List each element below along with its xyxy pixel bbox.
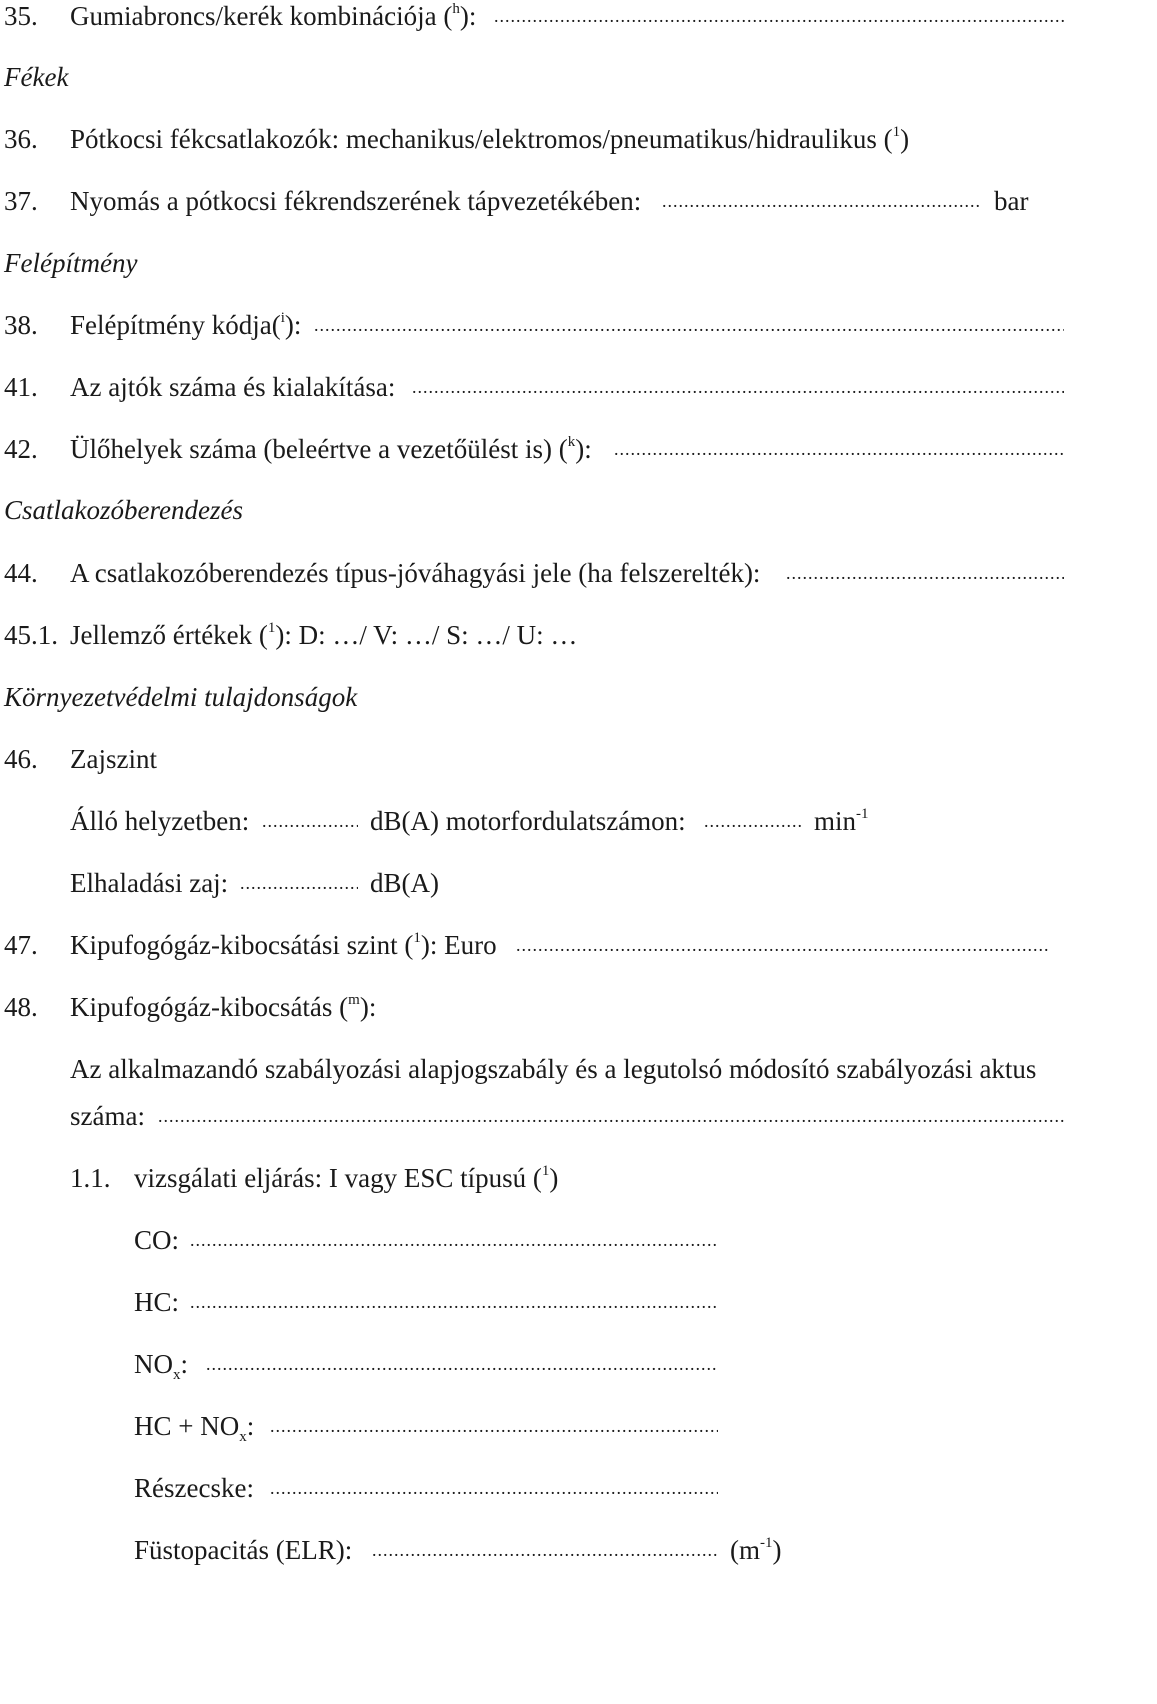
item-41-text: Az ajtók száma és kialakítása: (70, 372, 396, 402)
item-38-text: Felépítmény kódja( (70, 310, 281, 340)
item-48-text: Kipufogógáz-kibocsátás ( (70, 992, 349, 1022)
nox-label: $NO_x$: (134, 1349, 189, 1383)
item-37-text: Nyomás a pótkocsi fékrendszerének tápvezetékében: (70, 186, 642, 216)
hc-nox-label: HC + $NO_x$: (134, 1411, 255, 1445)
unit-bar: bar (994, 186, 1029, 216)
item-42-text: Ülőhelyek száma (beleértve a vezetőülést is) ( (70, 434, 568, 464)
item-44-text: A csatlakozóberendezés típus-jóváhagyási jele (ha felszerelték): (70, 558, 761, 588)
fill-line (240, 863, 358, 903)
item-36-text: Pótkocsi fékcsatlakozók: mechanikus/elektromos/pneumatikus/hidraulikus ( (70, 124, 893, 154)
fill-line (206, 1344, 718, 1384)
item-46-text: Zajszint (70, 744, 157, 774)
allo-helyzetben-label: Álló helyzetben: (70, 806, 250, 836)
footnote-ref: 1 (892, 124, 901, 140)
hc-label: HC: (134, 1287, 180, 1317)
footnote-ref: k (567, 434, 576, 450)
fill-line (190, 1282, 718, 1322)
footnote-ref: 1 (413, 930, 421, 946)
section-heading-felepitmeny: Felépítmény (4, 248, 138, 278)
fustopacitas-label: Füstopacitás (ELR): (134, 1535, 353, 1565)
footnote-ref: 1 (267, 620, 276, 636)
elhaladasi-zaj-label: Elhaladási zaj: (70, 868, 229, 898)
fill-line (516, 925, 1050, 965)
fill-line (494, 0, 1064, 36)
footnote-ref: h (452, 1, 460, 17)
fill-line (704, 801, 802, 841)
section-heading-kornyezet: Környezetvédelmi tulajdonságok (4, 682, 358, 712)
fill-line (314, 305, 1064, 345)
reszecske-label: Részecske: (134, 1473, 254, 1503)
fill-line (372, 1530, 718, 1570)
fill-line (262, 801, 358, 841)
fill-line (158, 1096, 1064, 1136)
footnote-ref: m (348, 992, 360, 1008)
regulation-text-number: száma: (70, 1101, 145, 1131)
unit-dba: dB(A) (370, 868, 439, 898)
regulation-text: Az alkalmazandó szabályozási alapjogszabály és a legutolsó módosító szabályozási aktus (70, 1054, 1037, 1084)
item-1-1-text: vizsgálati eljárás: I vagy ESC típusú ( (134, 1163, 542, 1193)
item-47-text: Kipufogógáz-kibocsátási szint ( (70, 930, 414, 960)
item-45-1-text: Jellemző értékek ( (70, 620, 268, 650)
unit-min: $\min^{-1}$ (814, 806, 869, 836)
fill-line (614, 429, 1064, 469)
section-heading-csatlakozo: Csatlakozóberendezés (4, 495, 243, 525)
fill-line (662, 181, 982, 221)
fill-line (270, 1406, 718, 1446)
fill-line (786, 553, 1064, 593)
fill-line (270, 1468, 718, 1508)
item-35-text: Gumiabroncs/kerék kombinációja ( (70, 1, 453, 31)
item-1-1: 1.1. vizsgálati eljárás: I vagy ESC típusú ($^1$) (70, 1163, 559, 1193)
footnote-ref: i (280, 310, 285, 326)
fill-line (190, 1220, 718, 1260)
co-label: CO: (134, 1225, 180, 1255)
footnote-ref: 1 (541, 1163, 550, 1179)
unit-dba-motor: dB(A) motorfordulatszámon: (370, 806, 686, 836)
section-heading-fekek: Fékek (4, 62, 69, 92)
unit-m-1: $(m^{-1})$ (730, 1535, 782, 1565)
fill-line (412, 367, 1064, 407)
